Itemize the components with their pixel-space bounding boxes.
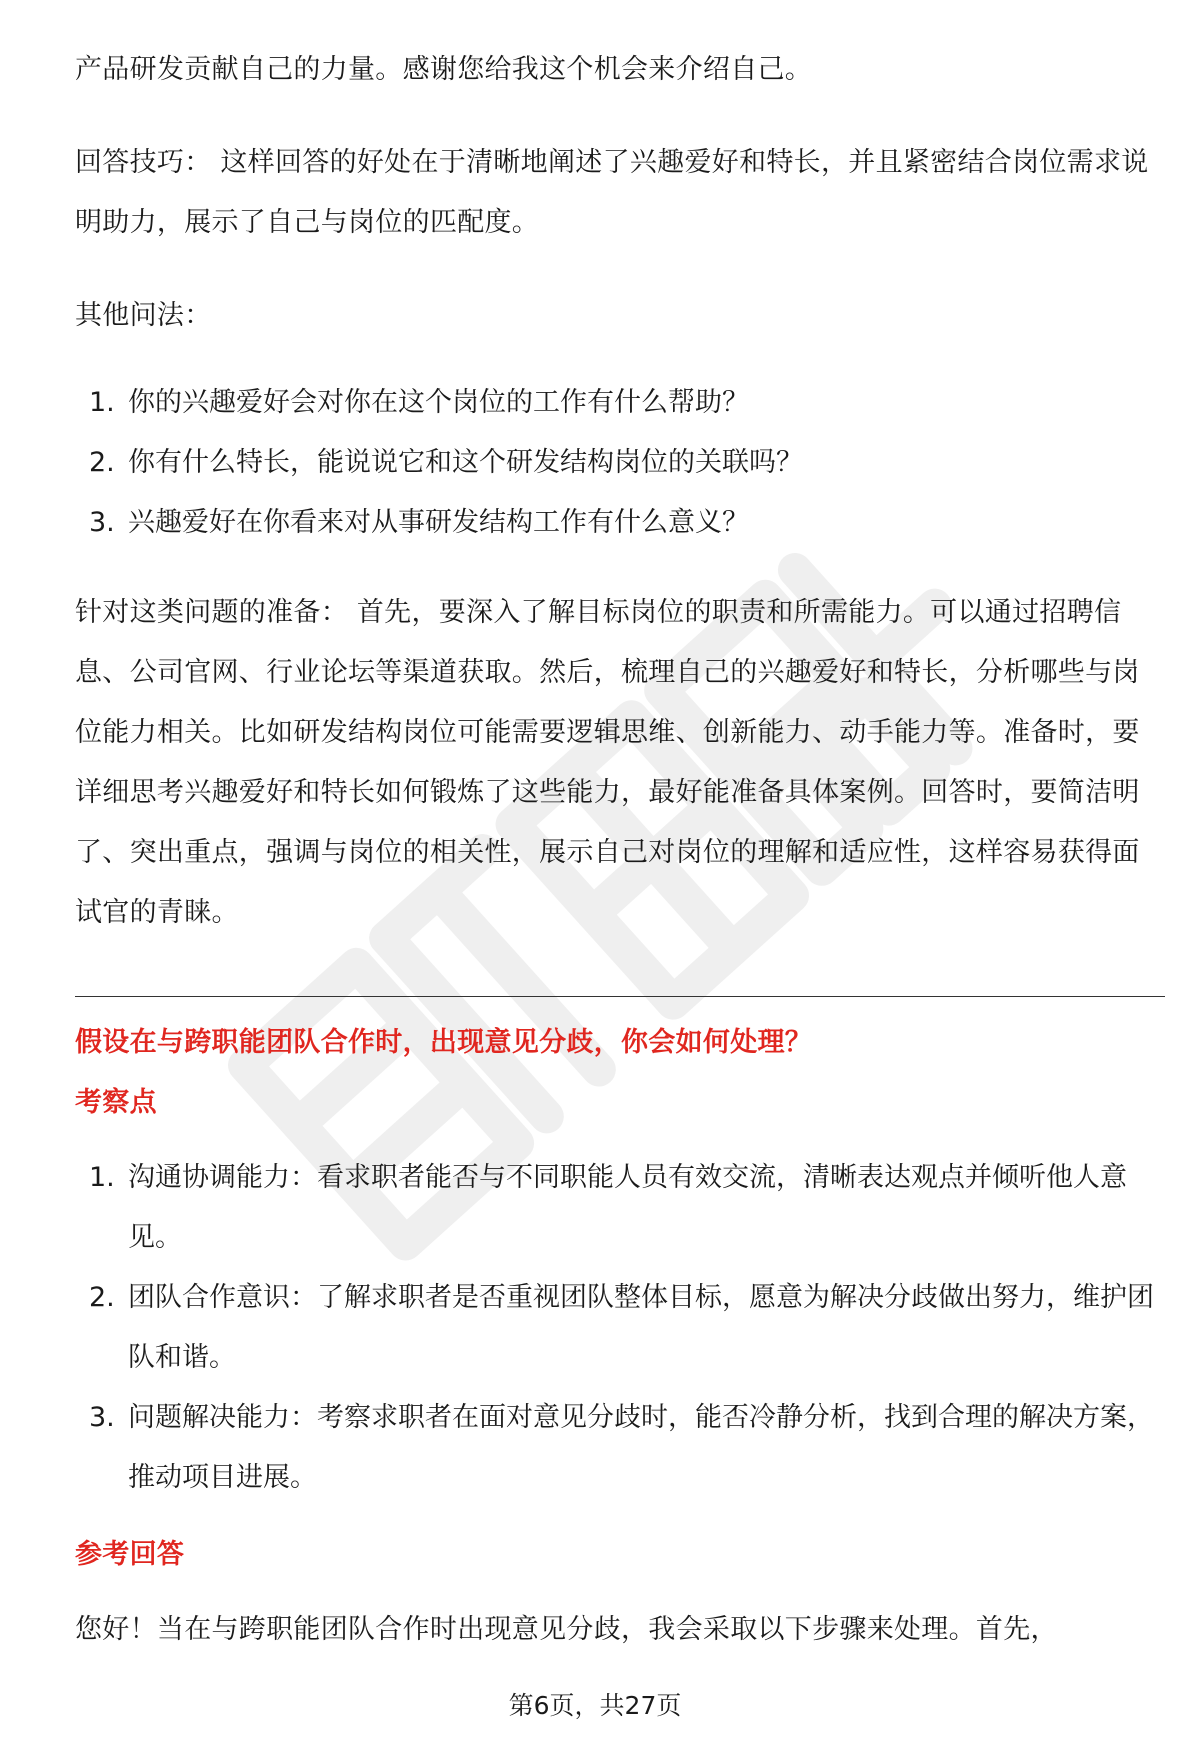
list-item-text: 你有什么特长，能说说它和这个研发结构岗位的关联吗？ [128,447,803,478]
question-heading: 假设在与跨职能团队合作时，出现意见分歧，你会如何处理？ [75,1027,813,1058]
reference-answer-paragraph: 您好！当在与跨职能团队合作时出现意见分歧，我会采取以下步骤来处理。首先， [75,1614,1058,1645]
list-item-text: 兴趣爱好在你看来对从事研发结构工作有什么意义？ [128,507,749,538]
reference-answer-heading: 参考回答 [75,1539,185,1570]
list-item-text: 问题解决能力：考察求职者在面对意见分歧时，能否冷静分析，找到合理的解决方案，推动项目进展。 [128,1402,1154,1493]
list-item-number: 1. [89,387,115,418]
list-item-text: 团队合作意识：了解求职者是否重视团队整体目标，愿意为解决分歧做出努力，维护团队和谐。 [128,1282,1154,1373]
section-divider [75,996,1165,997]
list-item-number: 3. [89,1402,115,1433]
list-item-text: 你的兴趣爱好会对你在这个岗位的工作有什么帮助？ [128,387,749,418]
list-item-number: 2. [89,1282,115,1313]
list-item-number: 1. [89,1162,115,1193]
intro-tail-paragraph: 产品研发贡献自己的力量。感谢您给我这个机会来介绍自己。 [75,54,813,85]
list-item-number: 3. [89,507,115,538]
page-footer: 第6页，共27页 [508,1691,682,1720]
other-questions-label: 其他问法： [75,300,212,331]
key-points-heading: 考察点 [75,1087,157,1118]
answer-tip-paragraph: 回答技巧： 这样回答的好处在于清晰地阐述了兴趣爱好和特长，并且紧密结合岗位需求说明助力，展示了自己与岗位的匹配度。 [75,147,1149,238]
list-item-text: 沟通协调能力：看求职者能否与不同职能人员有效交流，清晰表达观点并倾听他人意见。 [128,1162,1127,1253]
preparation-paragraph: 针对这类问题的准备： 首先，要深入了解目标岗位的职责和所需能力。可以通过招聘信息、公司官网、行业论坛等渠道获取。然后，梳理自己的兴趣爱好和特长，分析哪些与岗位能力相关。比如研发结构岗位可能需要逻辑思维、创新能力、动手能力等。准备时，要详细思考兴趣爱好和特长如何锻炼了这些能力，最好能准备具体案例。回答时，要简洁明了、突出重点，强调与岗位的相关性，展示自己对岗位的理解和适应性，这样容易获得面试官的青睐。 [75,597,1140,928]
list-item-number: 2. [89,447,115,478]
